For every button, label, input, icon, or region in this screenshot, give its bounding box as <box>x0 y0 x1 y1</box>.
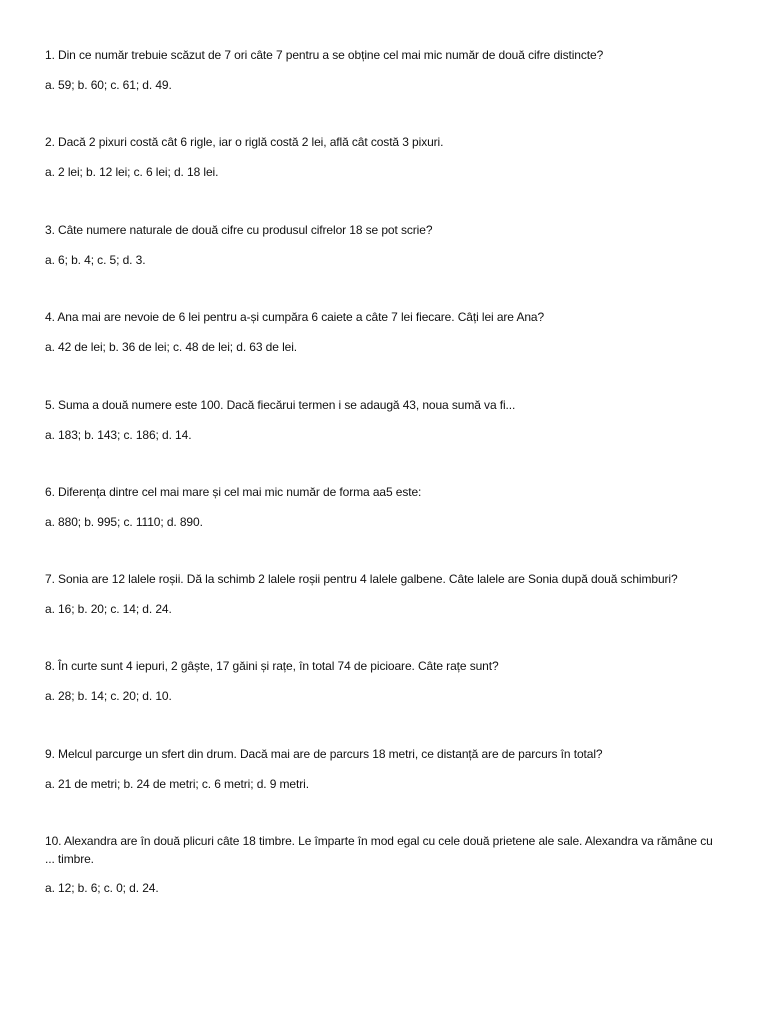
question-7 <box>45 570 725 618</box>
question-1 <box>45 46 725 94</box>
question-text: 10. Alexandra are în două plicuri câte 18 timbre. Le împarte în mod egal cu cele două prietene ale sale. Alexandra va rămâne cu ... timbre. <box>45 834 713 866</box>
question-options: a. 12; b. 6; c. 0; d. 24. <box>45 881 159 895</box>
question-text: 2. Dacă 2 pixuri costă cât 6 rigle, iar o riglă costă 2 lei, află cât costă 3 pixuri. <box>45 135 444 149</box>
question-options: a. 59; b. 60; c. 61; d. 49. <box>45 78 172 92</box>
question-text: 7. Sonia are 12 lalele roșii. Dă la schimb 2 lalele roșii pentru 4 lalele galbene. Câte lalele are Sonia după două schimburi? <box>45 572 678 586</box>
question-4 <box>45 308 725 356</box>
question-options: a. 6; b. 4; c. 5; d. 3. <box>45 253 146 267</box>
question-text: 4. Ana mai are nevoie de 6 lei pentru a-și cumpăra 6 caiete a câte 7 lei fiecare. Câți lei are Ana? <box>45 310 545 324</box>
question-options: a. 16; b. 20; c. 14; d. 24. <box>45 602 172 616</box>
question-6 <box>45 483 725 531</box>
question-text: 8. În curte sunt 4 iepuri, 2 gâște, 17 găini și rațe, în total 74 de picioare. Câte rațe sunt? <box>45 659 499 673</box>
question-3 <box>45 221 725 269</box>
question-2 <box>45 133 725 181</box>
question-options: a. 2 lei; b. 12 lei; c. 6 lei; d. 18 lei. <box>45 165 219 179</box>
question-text: 5. Suma a două numere este 100. Dacă fiecărui termen i se adaugă 43, noua sumă va fi... <box>45 398 516 412</box>
question-10 <box>45 832 725 897</box>
question-options: a. 42 de lei; b. 36 de lei; c. 48 de lei; d. 63 de lei. <box>45 340 298 354</box>
question-options: a. 21 de metri; b. 24 de metri; c. 6 metri; d. 9 metri. <box>45 777 309 791</box>
question-options: a. 183; b. 143; c. 186; d. 14. <box>45 428 192 442</box>
question-text: 6. Diferența dintre cel mai mare și cel mai mic număr de forma aa5 este: <box>45 485 422 499</box>
question-9 <box>45 745 725 793</box>
question-5 <box>45 396 725 444</box>
question-text: 3. Câte numere naturale de două cifre cu produsul cifrelor 18 se pot scrie? <box>45 223 433 237</box>
question-options: a. 28; b. 14; c. 20; d. 10. <box>45 689 172 703</box>
question-text: 1. Din ce număr trebuie scăzut de 7 ori câte 7 pentru a se obține cel mai mic număr de două cifre distincte? <box>45 48 604 62</box>
question-options: a. 880; b. 995; c. 1110; d. 890. <box>45 515 203 529</box>
question-text: 9. Melcul parcurge un sfert din drum. Dacă mai are de parcurs 18 metri, ce distanță are de parcurs în total? <box>45 747 603 761</box>
question-8 <box>45 657 725 705</box>
